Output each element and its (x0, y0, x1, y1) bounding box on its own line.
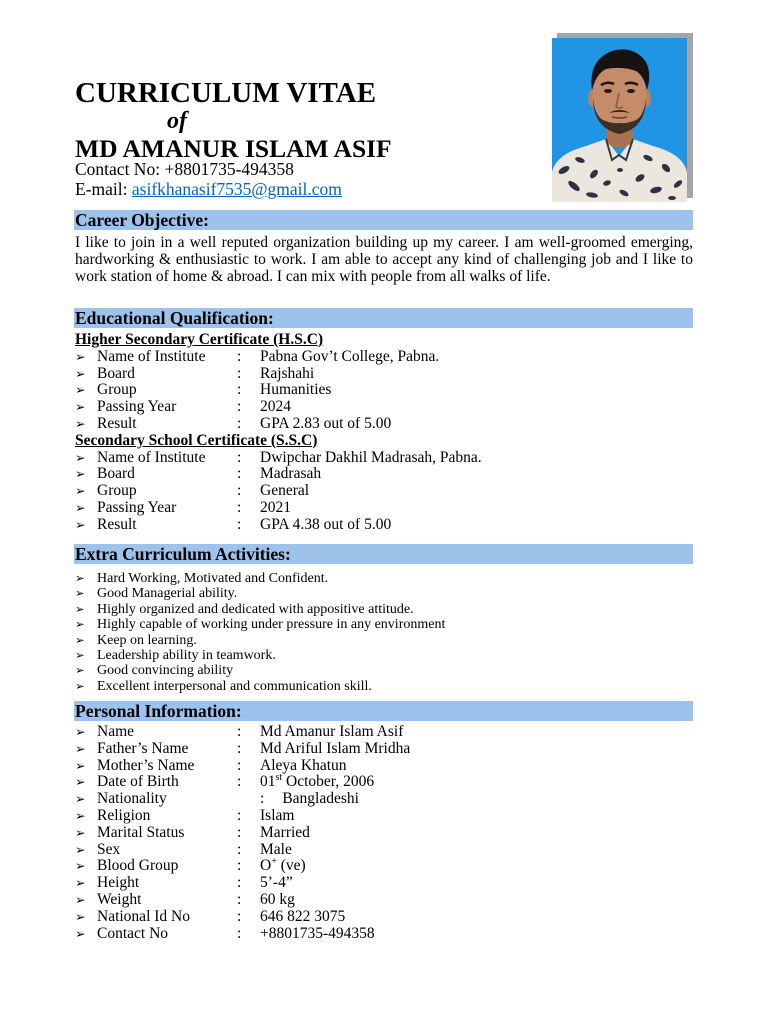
personal-row-height (75, 875, 693, 892)
row-label: Name of Institute (97, 448, 206, 466)
row-label: National Id No (97, 907, 190, 925)
row-label: Board (97, 465, 135, 483)
row-label: Nationality (97, 790, 167, 808)
ssc-row-board (75, 466, 693, 483)
activity-text: Highly organized and dedicated with appositive attitude. (97, 601, 414, 617)
activity-text: Leadership ability in teamwork. (97, 647, 276, 663)
section-educational-qualification: Educational Qualification: (74, 308, 693, 328)
activity-text: Highly capable of working under pressure in any environment (97, 617, 446, 633)
row-separator: : (237, 840, 242, 858)
list-item (75, 648, 445, 663)
email-label: E-mail: (75, 179, 128, 199)
arrowhead-bullet-icon (75, 366, 97, 383)
row-label: Name of Institute (97, 347, 206, 365)
arrowhead-bullet-icon (75, 450, 97, 467)
list-item (75, 679, 445, 694)
row-label: Board (97, 364, 135, 382)
row-value: Islam (260, 806, 295, 824)
row-separator: : (260, 790, 265, 808)
nationality-value: Bangladeshi (282, 790, 359, 808)
section-career-objective: Career Objective: (74, 210, 693, 230)
row-separator: : (237, 806, 242, 824)
row-label: Contact No (97, 924, 169, 942)
ssc-row-result (75, 517, 693, 534)
arrowhead-bullet-icon (75, 517, 97, 534)
candidate-name: MD AMANUR ISLAM ASIF (75, 134, 392, 163)
dob-rest: October, 2006 (282, 773, 375, 791)
row-label: Marital Status (97, 823, 185, 841)
row-value: +8801735-494358 (260, 924, 375, 942)
row-value: Aleya Khatun (260, 756, 347, 774)
dob-day: 01 (260, 773, 276, 791)
arrowhead-bullet-icon (75, 926, 97, 943)
blood-rest: (ve) (276, 857, 306, 875)
row-label: Blood Group (97, 857, 179, 875)
row-label: Height (97, 874, 140, 892)
arrowhead-bullet-icon (75, 500, 97, 517)
row-label: Weight (97, 890, 142, 908)
row-separator: : (237, 723, 242, 740)
arrowhead-bullet-icon (75, 382, 97, 399)
personal-row-nationality (75, 791, 693, 808)
row-label: Date of Birth (97, 773, 179, 791)
row-separator: : (237, 907, 242, 925)
row-value: Pabna Gov’t College, Pabna. (260, 347, 440, 365)
row-value: GPA 2.83 out of 5.00 (260, 414, 392, 432)
education-list (75, 332, 693, 534)
arrowhead-bullet-icon (75, 466, 97, 483)
row-value: 2021 (260, 498, 291, 516)
personal-row-sex (75, 842, 693, 859)
arrowhead-bullet-icon (75, 399, 97, 416)
row-value: Md Amanur Islam Asif (260, 723, 404, 740)
arrowhead-bullet-icon (75, 679, 97, 694)
personal-list (75, 724, 693, 942)
list-item (75, 571, 445, 586)
email-line (75, 181, 342, 199)
row-label: Mother’s Name (97, 756, 195, 774)
row-value: Male (260, 840, 292, 858)
activity-text: Hard Working, Motivated and Confident. (97, 571, 329, 586)
personal-row-mother-name (75, 758, 693, 775)
row-value: Humanities (260, 381, 332, 399)
activity-text: Good Managerial ability. (97, 586, 238, 602)
arrowhead-bullet-icon (75, 602, 97, 617)
row-separator: : (237, 756, 242, 774)
row-value: Rajshahi (260, 364, 315, 382)
contact-value: +8801735-494358 (164, 159, 294, 179)
row-value (260, 858, 693, 875)
arrowhead-bullet-icon (75, 586, 97, 601)
row-label: Group (97, 381, 137, 399)
arrowhead-bullet-icon (75, 741, 97, 758)
dob-ordinal: st (275, 772, 283, 784)
personal-row-marital-status (75, 825, 693, 842)
section-personal-information: Personal Information: (74, 701, 693, 721)
arrowhead-bullet-icon (75, 758, 97, 775)
list-item (75, 663, 445, 678)
arrowhead-bullet-icon (75, 648, 97, 663)
contact-label: Contact No: (75, 159, 161, 179)
hsc-title: Higher Secondary Certificate (H.S.C) (75, 331, 324, 348)
row-value (260, 774, 693, 791)
personal-row-date-of-birth (75, 774, 693, 791)
profile-photo (552, 38, 687, 202)
personal-row-name (75, 724, 693, 741)
activities-list (75, 571, 445, 694)
row-separator: : (237, 924, 242, 942)
cv-title: CURRICULUM VITAE (75, 77, 377, 109)
row-separator: : (237, 773, 242, 791)
personal-row-blood-group (75, 858, 693, 875)
personal-row-national-id (75, 909, 693, 926)
ssc-row-passing-year (75, 500, 693, 517)
row-separator: : (237, 465, 242, 483)
arrowhead-bullet-icon (75, 633, 97, 648)
list-item (75, 602, 445, 617)
arrowhead-bullet-icon (75, 617, 97, 632)
career-objective-text: I like to join in a well reputed organization building up my career. I am well-groomed emerging, hardworking & enthusiastic to work. I am able to accept any kind of challenging job and I like to work station of home & abroad. I can mix with people from all walks of life. (75, 234, 693, 285)
row-label: Passing Year (97, 398, 177, 416)
list-item (75, 586, 445, 601)
personal-row-father-name (75, 741, 693, 758)
blood-rh: + (271, 856, 277, 868)
contact-line (75, 161, 294, 179)
list-item (75, 617, 445, 632)
row-value: 5’-4” (260, 874, 293, 892)
hsc-row-institute (75, 349, 693, 366)
cv-of: of (167, 108, 187, 134)
personal-row-weight (75, 892, 693, 909)
row-label: Group (97, 482, 137, 500)
row-separator: : (237, 482, 242, 500)
row-separator: : (237, 448, 242, 466)
arrowhead-bullet-icon (75, 724, 97, 741)
row-value: Married (260, 823, 310, 841)
activity-text: Keep on learning. (97, 632, 197, 648)
row-separator: : (237, 347, 242, 365)
row-separator: : (237, 498, 242, 516)
hsc-row-passing-year (75, 399, 693, 416)
row-value: GPA 4.38 out of 5.00 (260, 515, 392, 533)
arrowhead-bullet-icon (75, 791, 97, 808)
row-separator: : (237, 874, 242, 892)
ssc-row-institute (75, 450, 693, 467)
row-label: Sex (97, 840, 121, 858)
row-separator: : (237, 890, 242, 908)
row-label: Result (97, 414, 137, 432)
arrowhead-bullet-icon (75, 892, 97, 909)
ssc-title: Secondary School Certificate (S.S.C) (75, 431, 318, 449)
row-value (260, 791, 693, 808)
arrowhead-bullet-icon (75, 875, 97, 892)
arrowhead-bullet-icon (75, 909, 97, 926)
row-value: 60 kg (260, 890, 295, 908)
arrowhead-bullet-icon (75, 416, 97, 433)
row-label: Religion (97, 806, 151, 824)
row-value: 646 822 3075 (260, 907, 346, 925)
hsc-row-board (75, 366, 693, 383)
email-link[interactable]: asifkhanasif7535@gmail.com (131, 179, 342, 199)
hsc-row-group (75, 382, 693, 399)
row-value: General (260, 482, 310, 500)
ssc-row-group (75, 483, 693, 500)
row-value: 2024 (260, 398, 291, 416)
row-separator: : (237, 414, 242, 432)
row-separator: : (237, 381, 242, 399)
arrowhead-bullet-icon (75, 825, 97, 842)
row-separator: : (237, 739, 242, 757)
row-label: Result (97, 515, 137, 533)
arrowhead-bullet-icon (75, 483, 97, 500)
arrowhead-bullet-icon (75, 663, 97, 678)
row-value: Md Ariful Islam Mridha (260, 739, 411, 757)
section-extra-curriculum: Extra Curriculum Activities: (74, 544, 693, 564)
row-separator: : (237, 515, 242, 533)
activity-text: Good convincing ability (97, 663, 234, 679)
personal-row-contact-no (75, 926, 693, 943)
row-separator: : (237, 398, 242, 416)
blood-type: O (260, 857, 272, 875)
row-label: Passing Year (97, 498, 177, 516)
personal-row-religion (75, 808, 693, 825)
row-separator: : (237, 823, 242, 841)
row-label: Father’s Name (97, 739, 189, 757)
arrowhead-bullet-icon (75, 808, 97, 825)
arrowhead-bullet-icon (75, 842, 97, 859)
activity-text: Excellent interpersonal and communication skill. (97, 678, 372, 694)
arrowhead-bullet-icon (75, 571, 97, 586)
arrowhead-bullet-icon (75, 774, 97, 791)
arrowhead-bullet-icon (75, 858, 97, 875)
hsc-row-result (75, 416, 693, 433)
row-label: Name (97, 723, 135, 740)
list-item (75, 633, 445, 648)
row-separator: : (237, 364, 242, 382)
row-value: Dwipchar Dakhil Madrasah, Pabna. (260, 448, 482, 466)
row-separator: : (237, 857, 242, 875)
arrowhead-bullet-icon (75, 349, 97, 366)
row-value: Madrasah (260, 465, 322, 483)
row-separator-empty (237, 791, 260, 808)
